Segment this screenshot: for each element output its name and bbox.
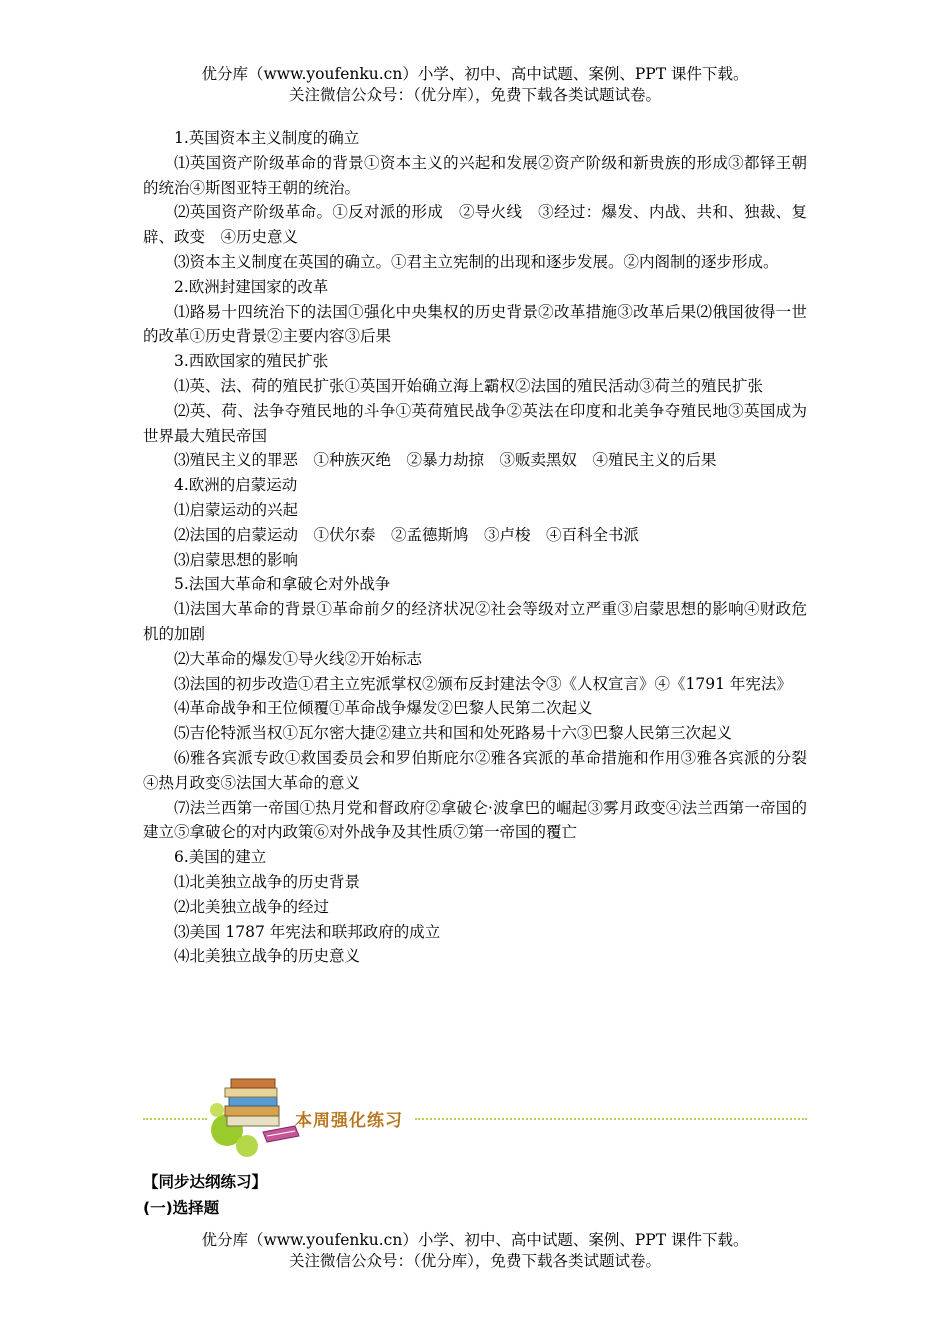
outline-item: ⑵英国资产阶级革命。①反对派的形成 ②导火线 ③经过：爆发、内战、共和、独裁、复辟、政变 ④历史意义 bbox=[143, 203, 807, 247]
outline-item: ⑴法国大革命的背景①革命前夕的经济状况②社会等级对立严重③启蒙思想的影响④财政危机的加剧 bbox=[143, 600, 807, 643]
outline-item: ⑴启蒙运动的兴起 bbox=[174, 500, 299, 519]
page-footer bbox=[0, 1230, 950, 1272]
outline-item: ⑵大革命的爆发①导火线②开始标志 bbox=[174, 649, 423, 668]
outline-heading: 6.美国的建立 bbox=[174, 848, 267, 867]
outline-item: ⑸吉伦特派当权①瓦尔密大捷②建立共和国和处死路易十六③巴黎人民第三次起义 bbox=[174, 724, 733, 743]
section-heading-choice: (一)选择题 bbox=[143, 1199, 220, 1217]
header-line-1: 优分库（www.youfenku.cn）小学、初中、高中试题、案例、PPT 课件下载。 bbox=[201, 65, 749, 83]
outline-item: ⑶启蒙思想的影响 bbox=[174, 550, 299, 569]
outline-item: ⑴英、法、荷的殖民扩张①英国开始确立海上霸权②法国的殖民活动③荷兰的殖民扩张 bbox=[174, 376, 764, 395]
outline-item: ⑹雅各宾派专政①救国委员会和罗伯斯庇尔②雅各宾派的革命措施和作用③雅各宾派的分裂④热月政变⑤法国大革命的意义 bbox=[143, 748, 807, 792]
dotted-divider-right bbox=[415, 1118, 807, 1120]
weekly-practice-banner bbox=[143, 1070, 807, 1160]
outline-heading: 5.法国大革命和拿破仑对外战争 bbox=[174, 575, 391, 594]
outline-item: ⑷北美独立战争的历史意义 bbox=[174, 947, 361, 966]
outline-item: ⑴路易十四统治下的法国①强化中央集权的历史背景②改革措施③改革后果⑵俄国彼得一世的改革①历史背景②主要内容③后果 bbox=[143, 302, 807, 346]
footer-line-2: 关注微信公众号：（优分库），免费下载各类试题试卷。 bbox=[288, 1252, 661, 1270]
page-header bbox=[0, 64, 950, 106]
outline-item: ⑵法国的启蒙运动 ①伏尔泰 ②孟德斯鸠 ③卢梭 ④百科全书派 bbox=[174, 525, 640, 544]
outline-heading: 1.英国资本主义制度的确立 bbox=[174, 129, 360, 147]
outline-item: ⑷革命战争和王位倾覆①革命战争爆发②巴黎人民第二次起义 bbox=[174, 699, 593, 718]
section-heading-sync: 【同步达纲练习】 bbox=[143, 1173, 268, 1191]
outline-item: ⑶殖民主义的罪恶 ①种族灭绝 ②暴力劫掠 ③贩卖黑奴 ④殖民主义的后果 bbox=[174, 451, 717, 470]
book-stack-icon bbox=[203, 1070, 303, 1160]
header-line-2: 关注微信公众号：（优分库），免费下载各类试题试卷。 bbox=[288, 86, 661, 104]
outline-item: ⑶资本主义制度在英国的确立。①君主立宪制的出现和逐步发展。②内阁制的逐步形成。 bbox=[174, 252, 779, 271]
outline-heading: 2.欧洲封建国家的改革 bbox=[174, 277, 329, 296]
footer-line-1: 优分库（www.youfenku.cn）小学、初中、高中试题、案例、PPT 课件下载。 bbox=[201, 1231, 749, 1249]
outline-item: ⑴英国资产阶级革命的背景①资本主义的兴起和发展②资产阶级和新贵族的形成③都铎王朝的统治④斯图亚特王朝的统治。 bbox=[143, 153, 807, 197]
banner-title: 本周强化练习 bbox=[295, 1111, 403, 1131]
outline-item: ⑵英、荷、法争夺殖民地的斗争①英荷殖民战争②英法在印度和北美争夺殖民地③英国成为世界最大殖民帝国 bbox=[143, 401, 807, 445]
outline-item: ⑶美国 1787 年宪法和联邦政府的成立 bbox=[174, 922, 441, 941]
outline-item: ⑴北美独立战争的历史背景 bbox=[174, 872, 361, 891]
outline-body bbox=[143, 126, 807, 969]
outline-heading: 4.欧洲的启蒙运动 bbox=[174, 476, 298, 495]
outline-item: ⑵北美独立战争的经过 bbox=[174, 897, 330, 916]
outline-heading: 3.西欧国家的殖民扩张 bbox=[174, 352, 329, 371]
outline-item: ⑺法兰西第一帝国①热月党和督政府②拿破仑·波拿巴的崛起③雾月政变④法兰西第一帝国的建立⑤拿破仑的对内政策⑥对外战争及其性质⑦第一帝国的覆亡 bbox=[143, 798, 807, 842]
outline-item: ⑶法国的初步改造①君主立宪派掌权②颁布反封建法令③《人权宣言》④《1791 年宪法》 bbox=[174, 674, 792, 693]
dotted-divider-left bbox=[143, 1118, 207, 1120]
